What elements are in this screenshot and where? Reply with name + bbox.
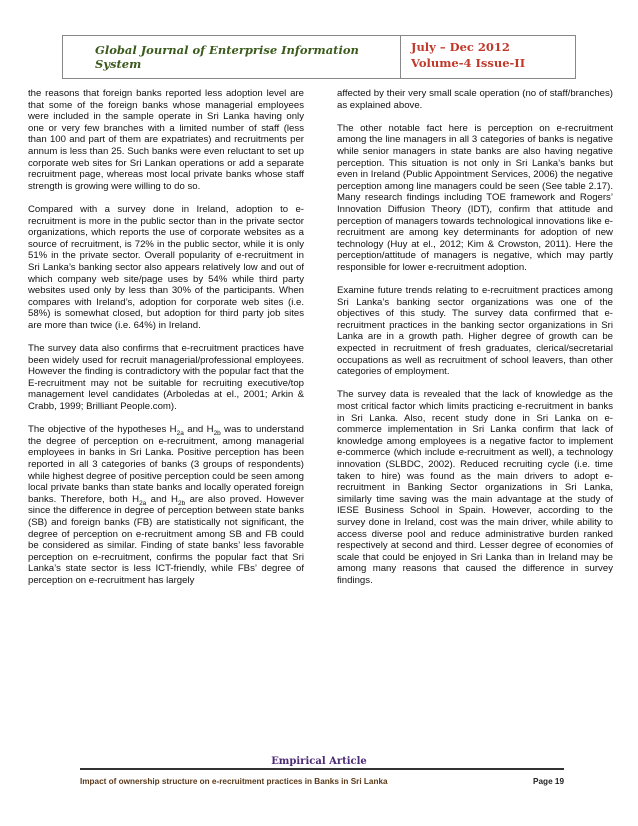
paragraph: Examine future trends relating to e-recruitment practices among Sri Lanka’s banking sector organizations was one of the objectives of this study. The survey data confirmed that e-recruitment practices in the banking sector organizations in Sri Lanka are in a growth path. Higher degree of growth can be expected in recruitment of fresh graduates, clerical/secretarial occupations as well as recruitment of school leavers, than other categories of employment. [337, 285, 613, 378]
section-label: Empirical Article [271, 756, 367, 767]
text-run: are also proved. However since the difference in degree of perception between state banks (SB) and foreign banks (FB) are statistically not significant, the degree of perception on e-recruitment among SB and FB could be considered as similar. Finding of state banks’ less favorable perception on e-recruitment, confirms the popular fact that Sri Lanka’s state sector is less ICT-friendly, while FBs’ degree of perception on e-recruitment has largely [28, 493, 304, 586]
paragraph: Compared with a survey done in Ireland, adoption to e-recruitment is more in the public sector than in the private sector organizations, which reports the use of corporate websites as a source of recruitment, is 72% in the public sector, while it is only 51% in the private sector. Overall popularity of e-recruitment in Sri Lanka’s banking sector also appears relatively low and out of which company web site/page uses by 54% while third party websites used only by less than 30% of the participants. When compares with Ireland’s, adoption for corporate web sites (i.e. 58%) is somewhat closed, but adoption for third party job sites are more than twice (i.e. 64%) in Ireland. [28, 203, 304, 331]
issue-volume: Volume-4 Issue-II [411, 56, 526, 70]
text-run: and H [146, 493, 178, 505]
journal-title: Global Journal of Enterprise Information System [63, 36, 401, 78]
page-footer [80, 768, 564, 792]
issue-info [401, 36, 575, 78]
subscript: 2b [213, 430, 221, 438]
paragraph: the reasons that foreign banks reported less adoption level are that some of the foreign banks whose managerial employees were included in the sample operate in Sri Lanka having only one or very few branches with a limited number of staff (less than 100 and part of them are expatriates) and recruitments per annum is less than 25. Such banks were even reluctant to set up corporate web sites for Sri Lankan operations or add a separate recruitment page, whereas most local private banks whose staff strength is growing were willing to do so. [28, 88, 304, 192]
paragraph: The other notable fact here is perception on e-recruitment among the line managers in all 3 categories of banks is negative while senior managers in state banks are also having negative perception. This situation is not only in Sri Lanka’s banks but even in Ireland (Public Appointment Services, 2006) the negative perception among line managers could be seen (See table 2.17). Many research findings including TOE framework and Rogers’ Innovation Diffusion Theory (IDT), confirm that attitude and perception of managers towards technological innovations like e-recruitment are among key determinants for adoption of new technology (Huy at el., 2012; Kim & Crowston, 2011). Here the perception/attitude of managers is negative, which may partly responsible for lower e-recruitment adoption. [337, 122, 613, 273]
left-column [28, 88, 304, 598]
page-number: Page 19 [533, 776, 564, 786]
journal-header [62, 35, 576, 79]
text-run: was to understand the degree of perception on e-recruitment, among managerial employees in banks in Sri Lanka. Positive perception has been reported in all 3 categories of banks (3 groups of respondents) while highest degree of positive perception could be seen among local private banks than state banks and locally operated foreign banks. Therefore, both H [28, 424, 304, 505]
paragraph-hypotheses [28, 424, 304, 586]
right-column [337, 88, 613, 598]
issue-date: July – Dec 2012 [411, 40, 510, 54]
article-title: Impact of ownership structure on e-recruitment practices in Banks in Sri Lanka [80, 776, 388, 786]
text-run: and H [183, 424, 214, 436]
subscript: 2b [177, 499, 186, 507]
subscript: 2a [139, 499, 147, 507]
subscript: 2a [176, 430, 184, 438]
paragraph: affected by their very small scale operation (no of staff/branches) as explained above. [337, 88, 613, 111]
text-run: The objective of the hypotheses H [28, 424, 177, 436]
paragraph: The survey data also confirms that e-recruitment practices have been widely used for recruit managerial/professional employees. However the finding is contradictory with the popular fact that the E-recruitment may not be suitable for recruiting executive/top management level candidates (Arboledas at el., 2001; Arkin & Crabb, 1999; Brilliant People.com). [28, 343, 304, 413]
paragraph: The survey data is revealed that the lack of knowledge as the most critical factor which limits practicing e-recruitment in banks in Sri Lanka. Also, recent study done in Sri Lanka on e-commerce implementation in Sri Lanka confirm that lack of knowledge among employees is a negative factor to implement e-commerce (which include e-recruitment as well), a technology innovation (SLBDC, 2002). Reduced recruiting cycle (i.e. time taken to hire) was found as the main drivers to adopt e-recruitment in Banking Sector organizations in Sri Lanka, similarly time saving was the main advantage at the study of IESE Business School in Spain. However, according to the survey done in Ireland, cost was the main driver, while ability to access diverse pool and reduce administrative burden ranked respectively at second and third. Lesser degree of economies of scale that could be enjoyed in Sri Lanka than in Ireland may be among many reasons that caused the difference in survey findings. [337, 389, 613, 586]
